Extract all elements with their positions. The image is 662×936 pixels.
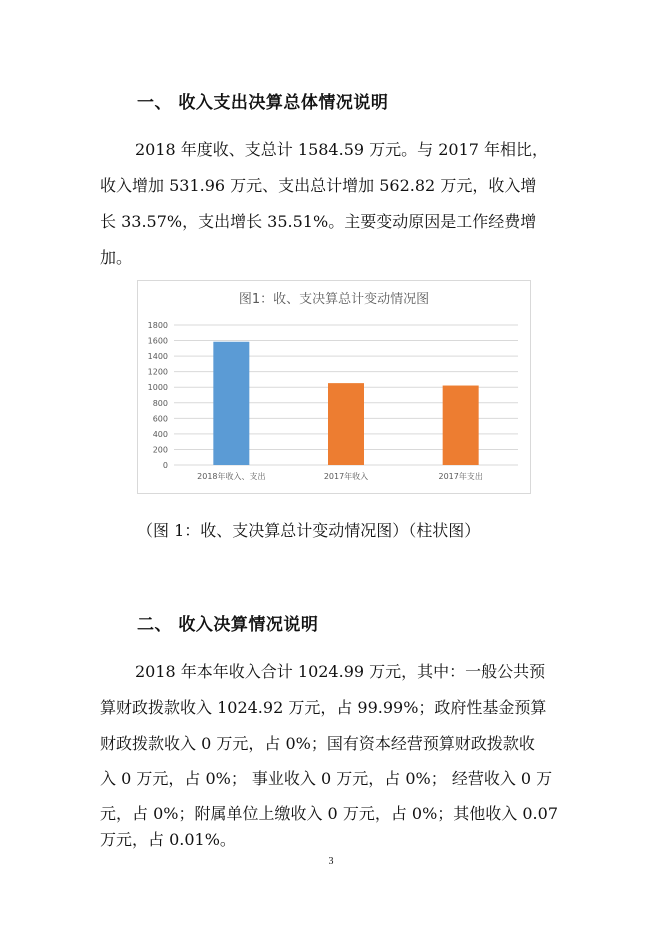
bar-chart	[138, 281, 530, 493]
y-tick-label: 0	[162, 461, 168, 470]
section-2-line-5: 元，占 0%；附属单位上缴收入 0 万元，占 0%；其他收入 0.07	[100, 804, 559, 823]
y-tick-label: 600	[152, 414, 168, 424]
y-tick-label: 1200	[147, 367, 168, 377]
y-tick-label: 1000	[147, 383, 168, 393]
y-tick-label: 1400	[147, 352, 168, 362]
y-tick-label: 800	[152, 398, 168, 408]
section-1-heading: 一、 收入支出决算总体情况说明	[137, 93, 389, 113]
section-2-line-4: 入 0 万元，占 0%； 事业收入 0 万元，占 0%； 经营收入 0 万	[100, 769, 553, 788]
section-2-line-3: 财政拨款收入 0 万元，占 0%；国有资本经营预算财政拨款收	[100, 734, 535, 753]
x-tick-label: 2017年支出	[438, 472, 483, 481]
section-2-heading: 二、 收入决算情况说明	[137, 615, 319, 635]
y-tick-label: 1600	[147, 336, 168, 346]
section-1-line-3: 长 33.57%，支出增长 35.51%。主要变动原因是工作经费增	[100, 212, 537, 231]
section-2-line-2: 算财政拨款收入 1024.92 万元，占 99.99%；政府性基金预算	[100, 698, 547, 717]
section-1-line-2: 收入增加 531.96 万元、支出总计增加 562.82 万元，收入增	[100, 176, 537, 195]
x-tick-label: 2018年收入、支出	[197, 472, 266, 481]
section-1-line-1: 2018 年度收、支总计 1584.59 万元。与 2017 年相比，	[135, 140, 549, 159]
page-number: 3	[328, 856, 334, 867]
bar	[443, 386, 479, 465]
x-tick-label: 2017年收入	[323, 472, 369, 481]
section-2-line-6: 万元，占 0.01%。	[100, 830, 236, 849]
y-tick-label: 200	[152, 445, 168, 455]
chart-container	[137, 280, 531, 494]
section-2-line-1: 2018 年本年收入合计 1024.99 万元，其中：一般公共预	[135, 662, 546, 681]
figure-caption: （图 1：收、支决算总计变动情况图）（柱状图）	[137, 521, 481, 540]
y-tick-label: 1800	[147, 321, 168, 330]
bar	[213, 342, 249, 465]
bar	[328, 383, 364, 465]
y-tick-label: 400	[152, 429, 168, 439]
section-1-line-4: 加。	[100, 248, 133, 267]
chart-title: 图1：收、支决算总计变动情况图	[238, 292, 430, 307]
